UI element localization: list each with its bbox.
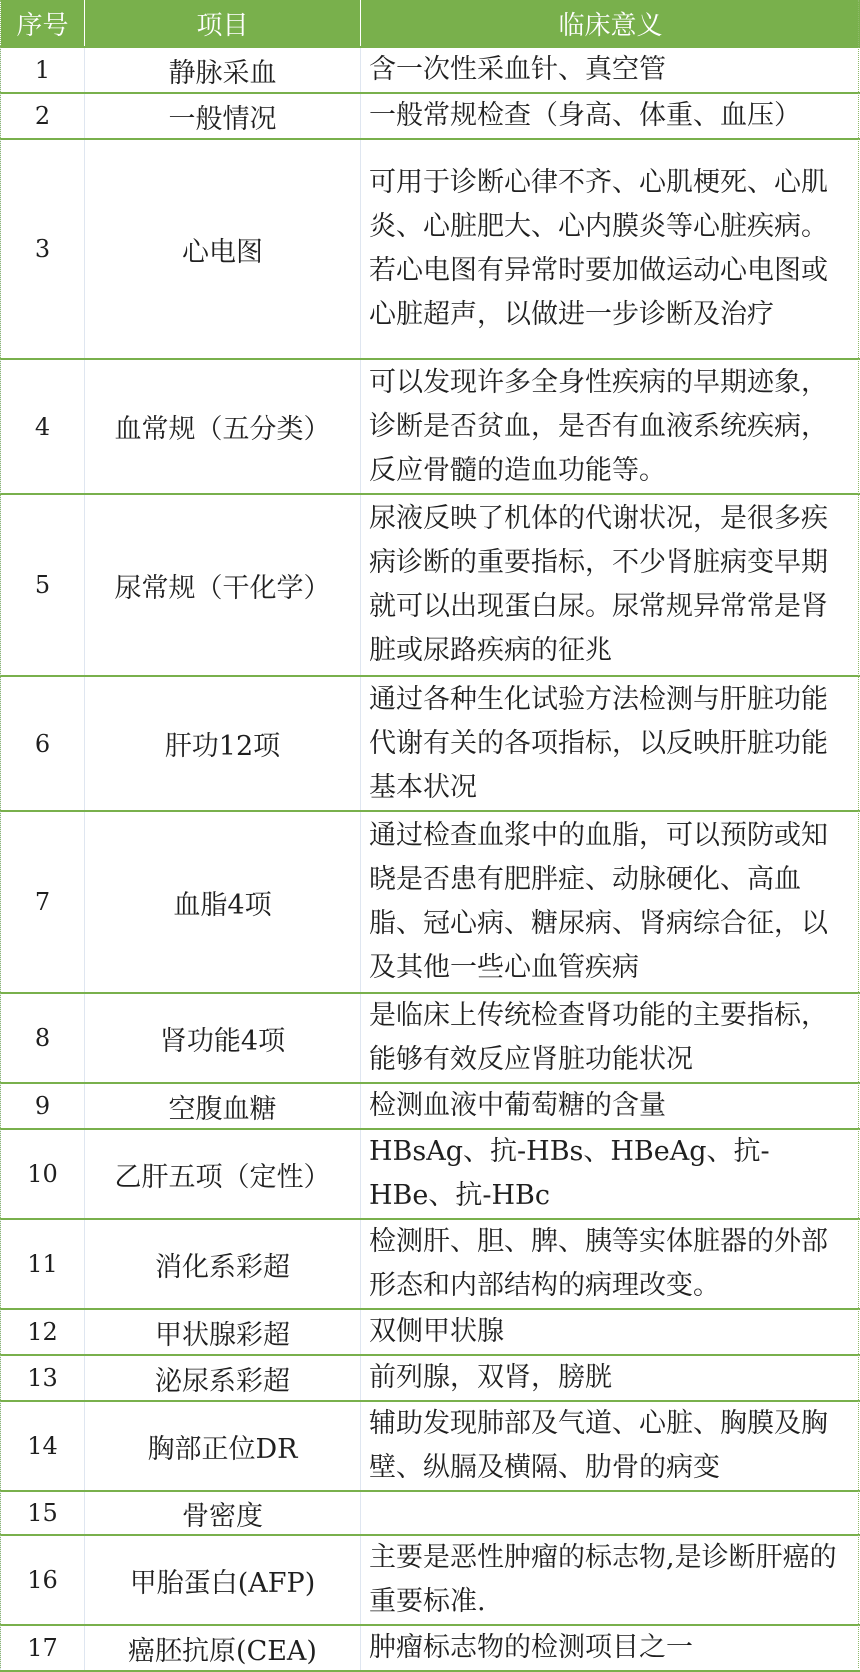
row-item: 尿常规（干化学） [85,494,361,676]
row-item: 血脂4项 [85,811,361,993]
row-meaning: 含一次性采血针、真空管 [361,47,860,93]
row-index: 2 [1,93,85,139]
row-item: 消化系彩超 [85,1219,361,1309]
row-meaning: 肿瘤标志物的检测项目之一 [361,1625,860,1671]
row-index: 9 [1,1083,85,1129]
row-meaning: 可以发现许多全身性疾病的早期迹象，诊断是否贫血，是否有血液系统疾病，反应骨髓的造血功能等。 [361,359,860,494]
table-row [1,47,860,93]
table-row [1,1083,860,1129]
row-item: 癌胚抗原(CEA) [85,1625,361,1671]
table-left-edge [0,0,1,1668]
row-index: 4 [1,359,85,494]
row-meaning: 双侧甲状腺 [361,1309,860,1355]
table-right-edge [858,0,859,1668]
table-row [1,1355,860,1401]
table-header-row [1,0,860,47]
row-meaning: 是临床上传统检查肾功能的主要指标，能够有效反应肾脏功能状况 [361,993,860,1083]
row-index: 13 [1,1355,85,1401]
table-row [1,1219,860,1309]
header-item: 项目 [85,0,361,47]
table-row [1,93,860,139]
table-row [1,359,860,494]
table-row [1,1129,860,1219]
row-index: 17 [1,1625,85,1671]
table-row [1,1535,860,1625]
header-clinical-meaning: 临床意义 [361,0,860,47]
row-index: 15 [1,1491,85,1535]
row-item: 一般情况 [85,93,361,139]
row-meaning: 通过各种生化试验方法检测与肝脏功能代谢有关的各项指标，以反映肝脏功能基本状况 [361,676,860,811]
row-meaning: 主要是恶性肿瘤的标志物,是诊断肝癌的重要标准. [361,1535,860,1625]
row-index: 8 [1,993,85,1083]
row-item: 胸部正位DR [85,1401,361,1491]
table-row [1,494,860,676]
table-row [1,1309,860,1355]
row-item: 乙肝五项（定性） [85,1129,361,1219]
row-index: 11 [1,1219,85,1309]
table-row [1,993,860,1083]
table-row [1,1401,860,1491]
row-meaning: 检测肝、胆、脾、胰等实体脏器的外部形态和内部结构的病理改变。 [361,1219,860,1309]
row-meaning: 辅助发现肺部及气道、心脏、胸膜及胸壁、纵膈及横隔、肋骨的病变 [361,1401,860,1491]
row-item: 心电图 [85,139,361,359]
row-meaning: 一般常规检查（身高、体重、血压） [361,93,860,139]
row-meaning [361,1491,860,1535]
table-row [1,1625,860,1671]
row-item: 肝功12项 [85,676,361,811]
row-meaning: 检测血液中葡萄糖的含量 [361,1083,860,1129]
row-index: 1 [1,47,85,93]
row-item: 骨密度 [85,1491,361,1535]
row-meaning: 前列腺，双肾，膀胱 [361,1355,860,1401]
row-item: 血常规（五分类） [85,359,361,494]
row-item: 泌尿系彩超 [85,1355,361,1401]
row-index: 3 [1,139,85,359]
table-row [1,676,860,811]
table-row [1,811,860,993]
row-item: 静脉采血 [85,47,361,93]
row-index: 16 [1,1535,85,1625]
table-row [1,139,860,359]
row-meaning: 尿液反映了机体的代谢状况，是很多疾病诊断的重要指标，不少肾脏病变早期就可以出现蛋白尿。尿常规异常常是肾脏或尿路疾病的征兆 [361,494,860,676]
row-index: 6 [1,676,85,811]
header-index: 序号 [1,0,85,47]
row-index: 12 [1,1309,85,1355]
row-item: 空腹血糖 [85,1083,361,1129]
row-index: 14 [1,1401,85,1491]
row-meaning: 可用于诊断心律不齐、心肌梗死、心肌炎、心脏肥大、心内膜炎等心脏疾病。若心电图有异常时要加做运动心电图或心脏超声，以做进一步诊断及治疗 [361,139,860,359]
row-meaning: 通过检查血浆中的血脂，可以预防或知晓是否患有肥胖症、动脉硬化、高血脂、冠心病、糖尿病、肾病综合征，以及其他一些心血管疾病 [361,811,860,993]
row-index: 5 [1,494,85,676]
row-item: 肾功能4项 [85,993,361,1083]
table-row [1,1491,860,1535]
row-index: 7 [1,811,85,993]
row-index: 10 [1,1129,85,1219]
row-meaning: HBsAg、抗-HBs、HBeAg、抗-HBe、抗-HBc [361,1129,860,1219]
row-item: 甲状腺彩超 [85,1309,361,1355]
row-item: 甲胎蛋白(AFP) [85,1535,361,1625]
